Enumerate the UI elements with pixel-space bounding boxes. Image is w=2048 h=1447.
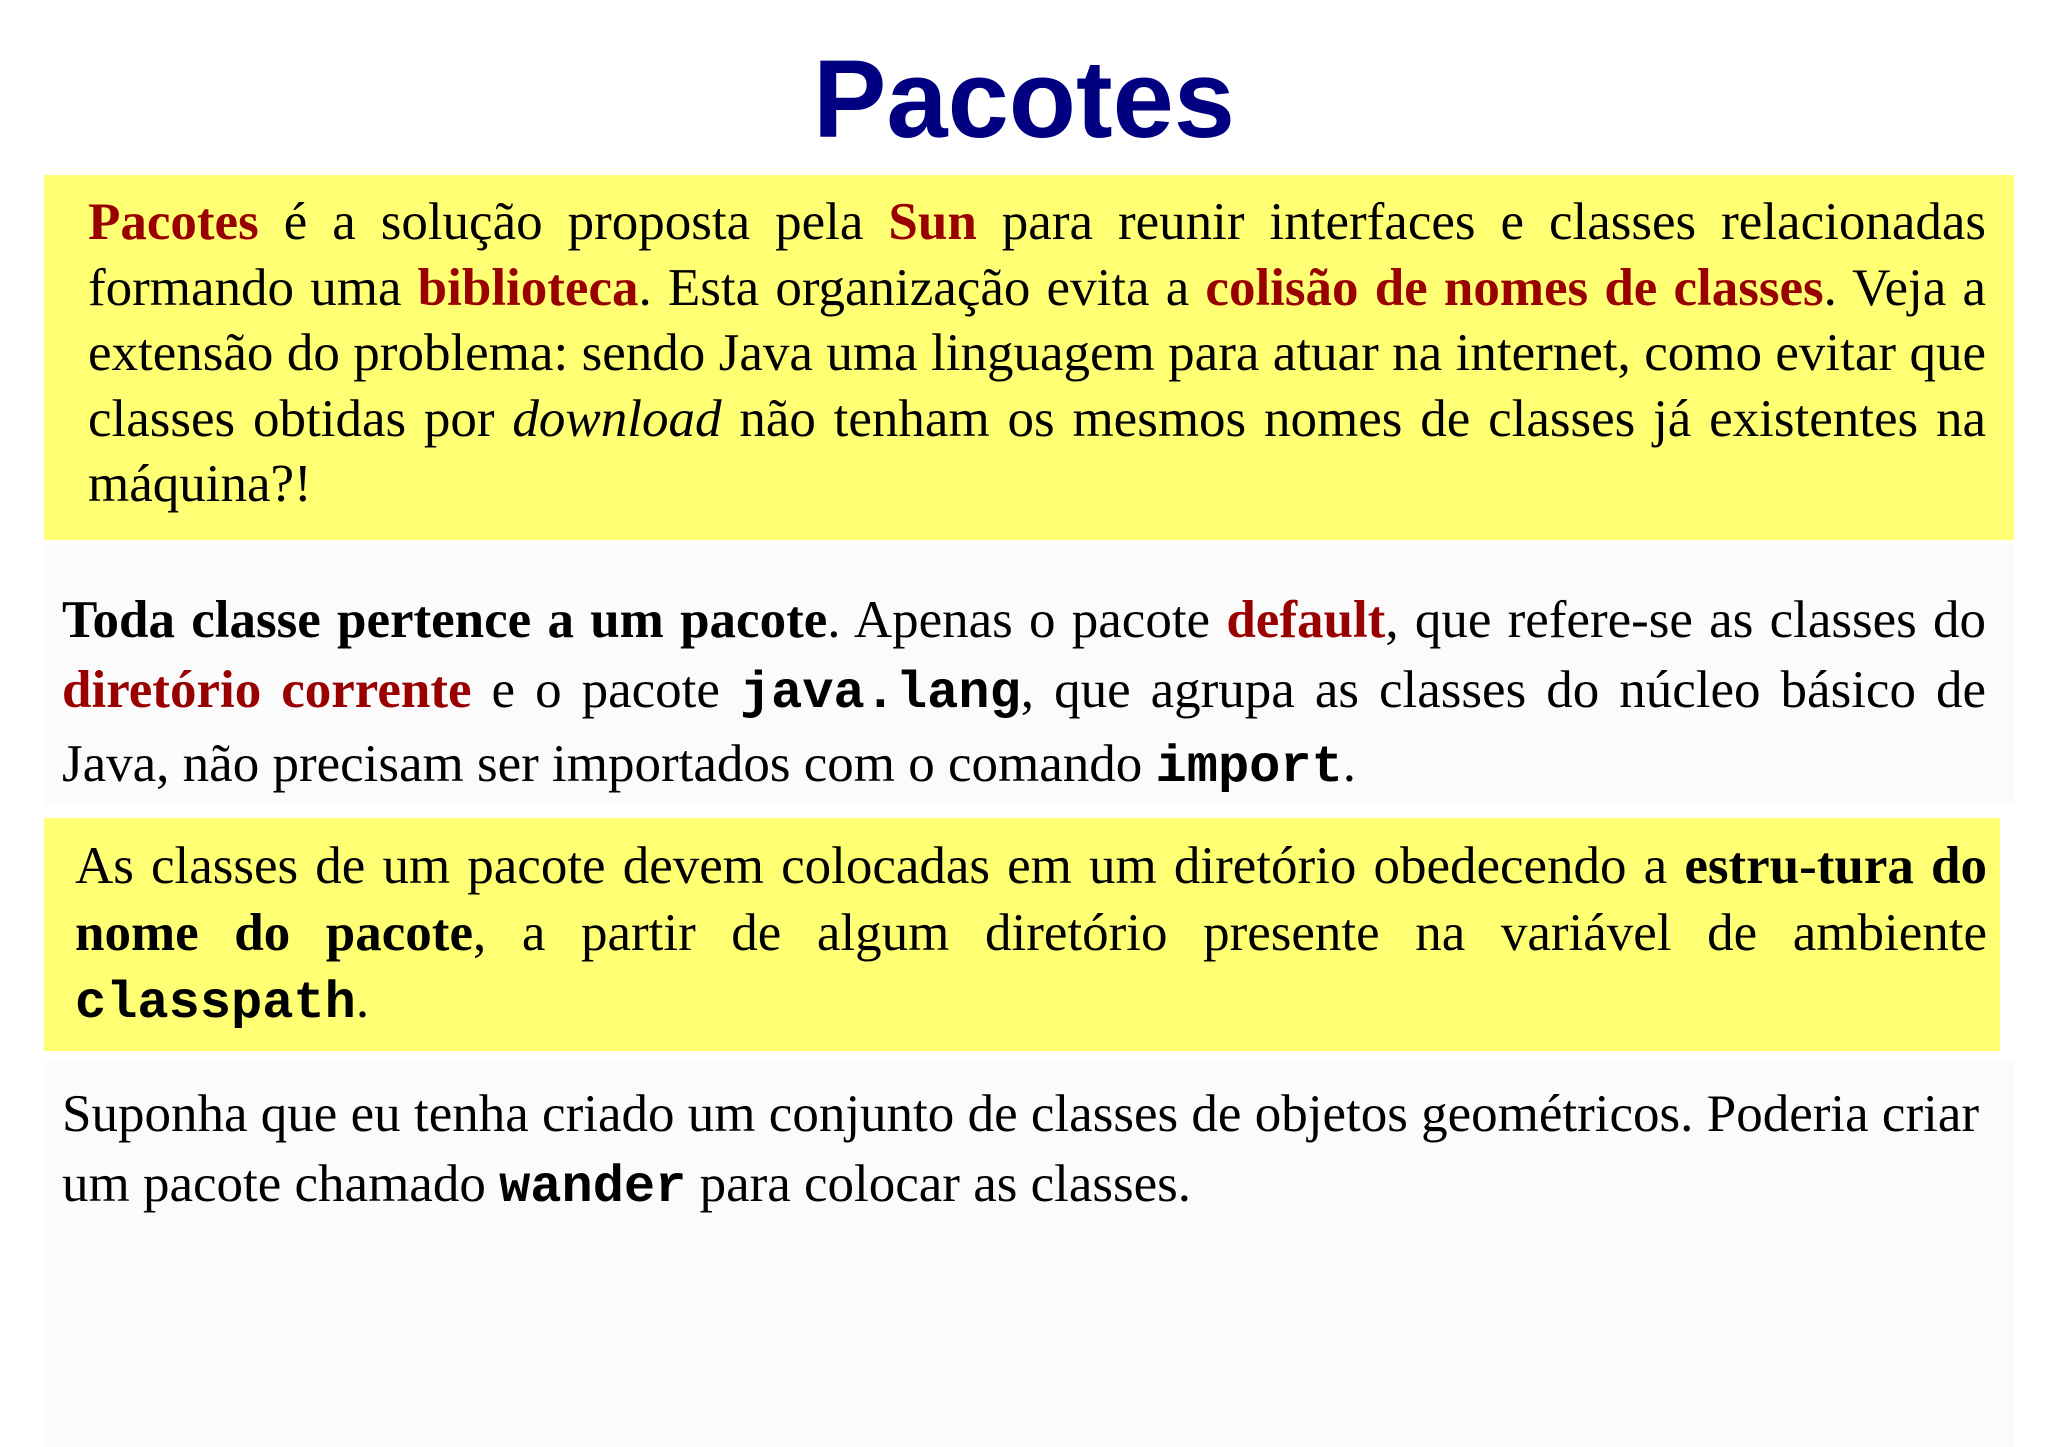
code-import: import [1155, 738, 1343, 797]
term-biblioteca: biblioteca [417, 258, 639, 317]
term-diretorio-corrente: diretório corrente [62, 661, 472, 719]
example-paragraph [44, 1061, 2014, 1447]
term-toda-classe: Toda classe pertence a um pacote [62, 591, 828, 649]
term-pacotes: Pacotes [88, 193, 259, 251]
text-segment: para colocar as classes. [686, 1155, 1192, 1213]
code-wander: wander [499, 1158, 687, 1217]
term-default: default [1226, 591, 1386, 649]
text-segment: . [355, 971, 370, 1029]
text-segment: . Esta organização evita a [638, 258, 1206, 317]
text-segment: para reunir interfaces e classes relacionadas formando uma [88, 193, 1986, 317]
term-sun: Sun [888, 193, 977, 251]
text-segment: . Apenas o pacote [827, 591, 1227, 649]
directory-structure-box [44, 818, 2000, 1051]
page-title: Pacotes [813, 38, 1235, 161]
text-segment: . [1342, 735, 1357, 793]
term-estrutura: estru-tura do nome do pacote [75, 837, 1988, 962]
text-segment: , que refere-se as classes do [1385, 591, 1986, 649]
text-segment: , a partir de algum diretório presente na variável de ambiente [472, 904, 1987, 962]
package-default-paragraph [44, 545, 2014, 805]
text-segment: é a solução proposta pela [258, 193, 889, 251]
text-segment: As classes de um pacote devem colocadas em um diretório obedecendo a [75, 837, 1685, 895]
intro-paragraph-box [44, 175, 2014, 540]
term-colisao: colisão de nomes de classes [1205, 258, 1824, 317]
text-segment: Suponha que eu tenha criado um conjunto de classes de objetos geométricos. Poderia criar um pacote chamado [62, 1085, 1979, 1213]
term-download: download [512, 389, 722, 448]
code-classpath: classpath [75, 974, 356, 1033]
code-java-lang: java.lang [739, 664, 1021, 723]
text-segment: não tenham os mesmos nomes de classes já existentes na máquina?! [88, 389, 1986, 513]
text-segment: , que agrupa as classes do núcleo básico de Java, não precisam ser importados com o comando [62, 661, 1986, 793]
text-segment: . Veja a extensão do problema: sendo Java uma linguagem para atuar na internet, como evitar que classes obtidas por [88, 258, 1986, 448]
text-segment: e o pacote [471, 661, 740, 719]
